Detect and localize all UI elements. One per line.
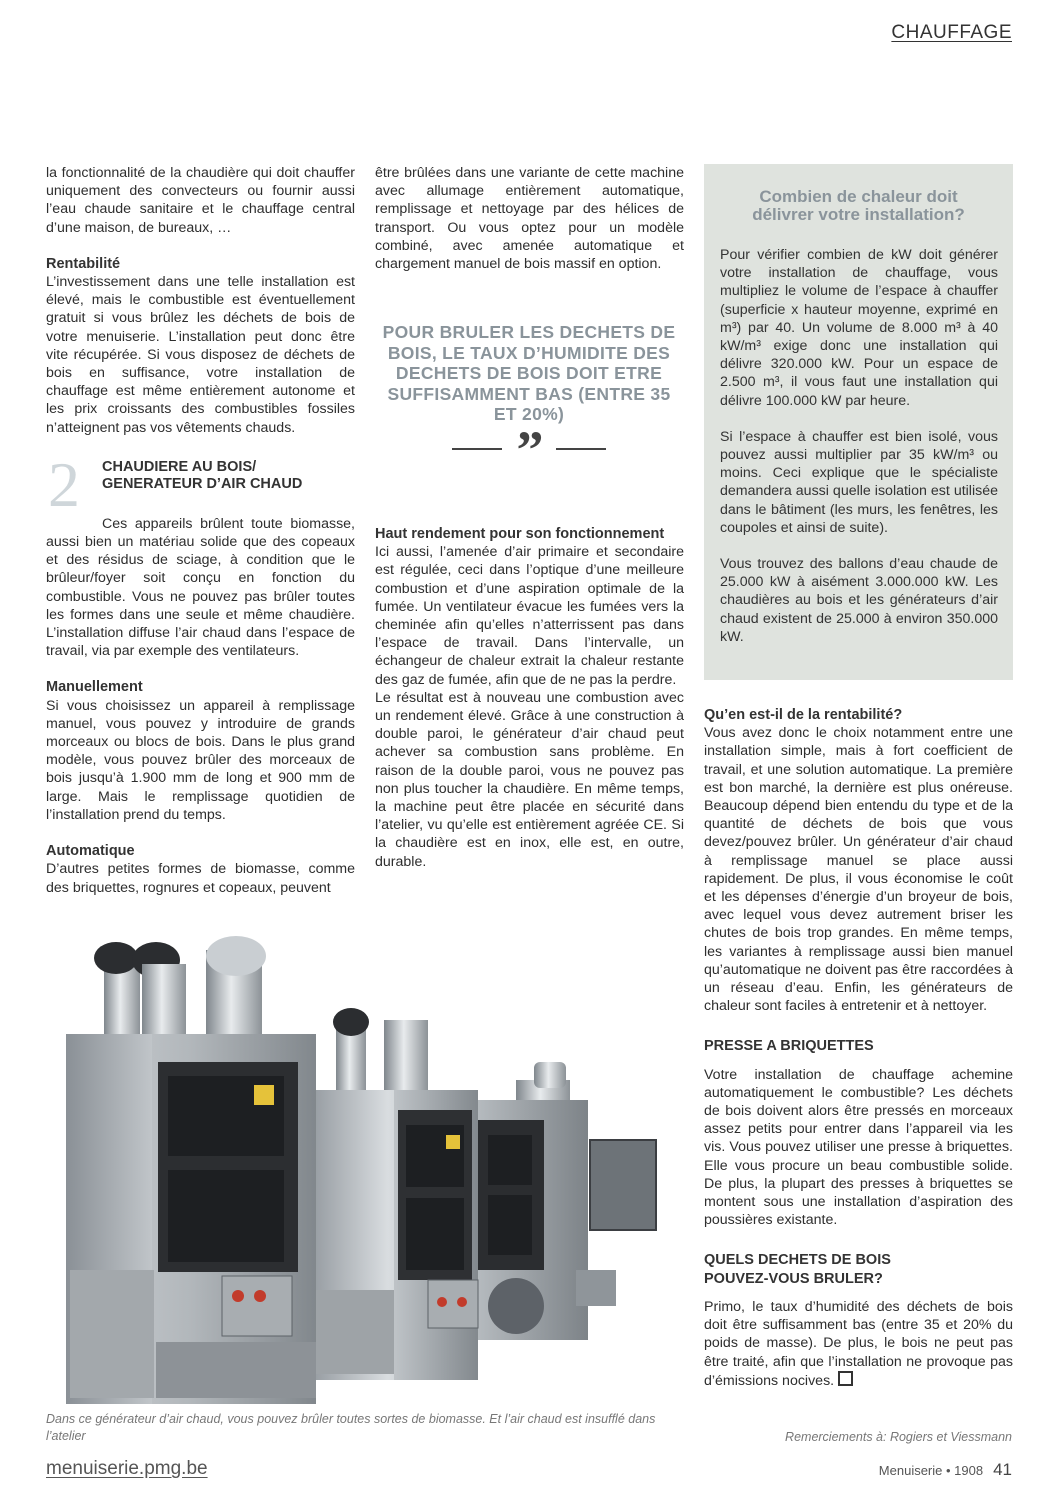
info-box-p3: Vous trouvez des ballons d’eau chaude de 25.000 kW à aisément 3.000.000 kW. Les chaudières au bois et les générateurs d’air chaud existent de 25.000 à environ 350.000 kW. — [720, 556, 998, 645]
info-box-body — [720, 246, 998, 646]
heater-unit-middle — [298, 1008, 478, 1380]
quels-text — [704, 1298, 1013, 1390]
page-number: 41 — [993, 1460, 1012, 1479]
rendement-text: Ici aussi, l’amenée d’air primaire et secondaire est régulée, ceci dans l’optique d’une meilleure combustion et d’une aspiration optimale de la fumée. Un ventilateur évacue les fumées vers la cheminée afin qu’elles n’atterrissent pas dans l’espace de travail. Dans l’intervalle, un échangeur de chaleur extrait la chaleur restante des gaz de fumée, afin que de ne pas la perdre. — [375, 544, 684, 688]
footer-issue-label: Menuiserie • 1908 — [878, 1463, 984, 1478]
info-box — [704, 164, 1013, 680]
quels-heading-line-1: QUELS DECHETS DE BOIS — [704, 1252, 891, 1269]
info-box-p1: Pour vérifier combien de kW doit générer votre installation de chauffage, vous multipliez le volume de l’espace à chauffer (superficie x hauteur moyenne, exprimé en m³) par 40. Un volume de 8.000 m³ à 40 kW/m³ exige donc une installation qui délivre 320.000 kW. Pour un espace de 2.500 m³, il vous faut une installation qui délivre 100.000 kW par heure. — [720, 247, 998, 409]
column-3 — [704, 706, 1013, 1390]
section-title-line-2: GENERATEUR D’AIR CHAUD — [102, 475, 303, 492]
footer-issue — [879, 1460, 1012, 1480]
column-2-bottom — [375, 525, 684, 871]
quote-rule-left — [452, 448, 502, 450]
info-box-title-line-1: Combien de chaleur doit — [759, 187, 958, 206]
rentabilite-text: L’investissement dans une telle installation est élevé, mais le combustible est éventuellement gratuit si vous brûlez les déchets de bois de votre menuiserie. L’installation peut donc être vite récupérée. Si vous disposez de déchets de bois en suffisance, votre installation de chauffage est même entièrement autonome et les prix croissants des combustibles fossiles n’atteignent pas vos vêtements chauds. — [46, 274, 355, 436]
section-title-line-1: CHAUDIERE AU BOIS/ — [102, 458, 257, 475]
rentabilite-question-heading: Qu’en est-il de la rentabilité? — [704, 707, 903, 723]
quote-mark-icon: ” — [516, 420, 544, 480]
quote-ornament — [452, 420, 608, 480]
section-text: Ces appareils brûlent toute biomasse, aussi bien un matériau solide que des copeaux et des résidus de sciage, à condition que le brûleur/foyer soit conçu en fonction du combustible. Vous ne pouvez pas brûler toutes les formes dans une seule et même chaudière. L’installation diffuse l’air chaud dans l’espace de travail, via par exemple des ventilateurs. — [46, 515, 355, 660]
rendement-heading: Haut rendement pour son fonctionnement — [375, 526, 665, 542]
info-box-title — [704, 188, 1013, 224]
heater-unit-left — [66, 936, 316, 1404]
auto-text: D’autres petites formes de biomasse, comme des briquettes, rognures et copeaux, peuvent — [46, 861, 355, 896]
section-number: 2 — [48, 448, 80, 520]
info-box-title-line-2: délivrer votre installation? — [752, 205, 965, 224]
quote-rule-right — [556, 448, 606, 450]
photo-caption: Dans ce générateur d’air chaud, vous pouvez brûler toutes sortes de biomasse. Et l’air chaud est insufflé dans l’atelier — [46, 1412, 656, 1443]
heater-unit-right — [470, 1062, 656, 1340]
auto-heading: Automatique — [46, 843, 135, 860]
rentabilite-heading: Rentabilité — [46, 255, 121, 272]
rendement-text-2: Le résultat est à nouveau une combustion avec un rendement élevé. Grâce à une construction à double paroi, le générateur d’air chaud peut achever sa combustion sans problème. En raison de la double paroi, vous ne pouvez pas non plus toucher la chaudière. En même temps, la machine peut être placée en sécurité dans l’atelier, vu qu’elle est entièrement agréée CE. Si la chaudière est en inox, elle est, en outre, durable. — [375, 689, 684, 870]
section-tag: CHAUFFAGE — [891, 22, 1012, 43]
product-photo — [46, 930, 666, 1406]
section-heading — [46, 448, 355, 520]
col1-intro: la fonctionnalité de la chaudière qui doit chauffer uniquement des convecteurs ou fournir aussi l’eau chaude sanitaire et le chauffage central d’une maison, de bureaux, … — [46, 165, 355, 236]
section-title — [102, 459, 302, 493]
rentabilite-question-text: Vous avez donc le choix notamment entre une installation simple, mais à fort coefficient de travail, et une solution automatique. La première est bon marché, la dernière est plus onéreuse. Beaucoup dépend bien entendu du type et de la quantité de déchets de bois que vous devez/pouvez brûler. Un générateur d’air chaud à remplissage manuel se place aussi rapidement. De plus, il vous économise le coût et les dépenses d’énergie d’un broyeur de bois, avec lequel vous devez autrement briser les chutes de bois trop grandes. En même temps, les variantes à remplissage aussi bien manuel qu’automatique ne doivent pas être raccordées à un réseau d’eau. Enfin, les générateurs de chaleur sont faciles à entretenir et à nettoyer. — [704, 725, 1013, 1015]
info-box-p2: Si l’espace à chauffer est bien isolé, vous pouvez aussi multiplier par 35 kW/m³ ou moins. Ceci explique que le spécialiste demandera aussi quelle isolation est utilisée dans le bâtiment (les murs, les fenêtres, les coupoles et ainsi de suite). — [720, 428, 998, 536]
quels-heading — [704, 1251, 1013, 1287]
col2-intro: être brûlées dans une variante de cette machine avec allumage entièrement automatique, remplissage et nettoyage par des hélices de transport. Ou vous optez pour un modèle combiné, avec amenée automatique et chargement manuel de bois massif en option. — [375, 165, 684, 273]
manuel-text: Si vous choisissez un appareil à remplissage manuel, vous pouvez y introduire de grands morceaux ou blocs de bois. Dans le plus grand modèle, vous pouvez brûler des morceaux de bois jusqu’à 1.900 mm de long et 900 mm de large. Mais le remplissage quotidien de l’installation prend du temps. — [46, 697, 355, 823]
presse-text: Votre installation de chauffage achemine automatiquement le combustible? Les déchets de bois doivent alors être pressés en morceaux assez petits pour entrer dans l’appareil via les vis. Vous pouvez utiliser une presse à briquettes. Elle vous procure un beau combustible solide. De plus, la plupart des presses à briquettes se montent sous une installation d’aspiration des poussières existante. — [704, 1066, 1013, 1229]
column-1 — [46, 164, 355, 897]
pull-quote: POUR BRULER LES DECHETS DE BOIS, LE TAUX D’HUMIDITE DES DECHETS DE BOIS DOIT ETRE SUFFISAMMENT BAS (ENTRE 35 ET 20%) — [382, 322, 676, 424]
column-2-top — [375, 164, 684, 273]
end-mark-icon — [838, 1371, 853, 1386]
acknowledgements: Remerciements à: Rogiers et Viessmann — [785, 1430, 1012, 1444]
quels-heading-line-2: POUVEZ-VOUS BRULER? — [704, 1270, 883, 1287]
quels-text-body: Primo, le taux d’humidité des déchets de bois doit être suffisamment bas (entre 35 et 20% du poids de masse). De plus, le bois ne peut pas être traité, afin que l’installation ne provoque pas d’émissions nocives. — [704, 1298, 1013, 1389]
presse-heading: PRESSE A BRIQUETTES — [704, 1038, 874, 1055]
manuel-heading: Manuellement — [46, 679, 143, 696]
footer-website-link[interactable]: menuiserie.pmg.be — [46, 1458, 208, 1479]
